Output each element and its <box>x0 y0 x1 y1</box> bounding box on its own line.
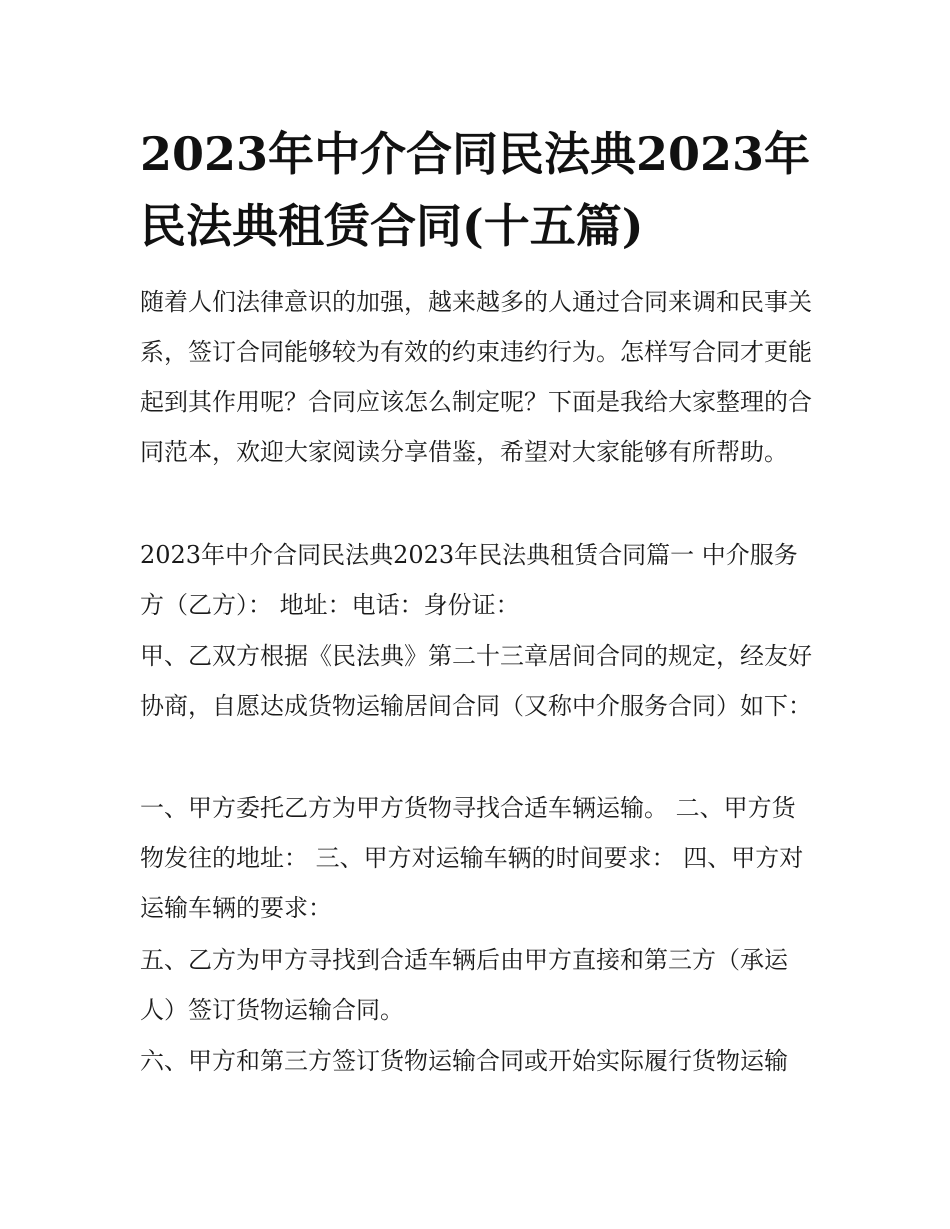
contract-heading-paragraph: 2023年中介合同民法典2023年民法典租赁合同篇一 中介服务方（乙方）： 地址：电话：身份证： <box>140 541 798 619</box>
clause-five-paragraph: 五、乙方为甲方寻找到合适车辆后由甲方直接和第三方（承运人）签订货物运输合同。 <box>140 946 788 1024</box>
agreement-paragraph: 甲、乙双方根据《民法典》第二十三章居间合同的规定，经友好协商，自愿达成货物运输居间合同（又称中介服务合同）如下： <box>140 642 812 720</box>
intro-paragraph: 随着人们法律意识的加强，越来越多的人通过合同来调和民事关系，签订合同能够较为有效的约束违约行为。怎样写合同才更能起到其作用呢？合同应该怎么制定呢？下面是我给大家整理的合同范本，欢迎大家阅读分享借鉴，希望对大家能够有所帮助。 <box>140 288 812 466</box>
clauses-one-to-four-paragraph: 一、甲方委托乙方为甲方货物寻找合适车辆运输。 二、甲方货物发往的地址： 三、甲方对运输车辆的时间要求： 四、甲方对运输车辆的要求： <box>140 794 804 922</box>
clause-six-paragraph: 六、甲方和第三方签订货物运输合同或开始实际履行货物运输 <box>140 1047 788 1075</box>
document-title: 2023年中介合同民法典2023年民法典租赁合同(十五篇) <box>140 127 811 253</box>
